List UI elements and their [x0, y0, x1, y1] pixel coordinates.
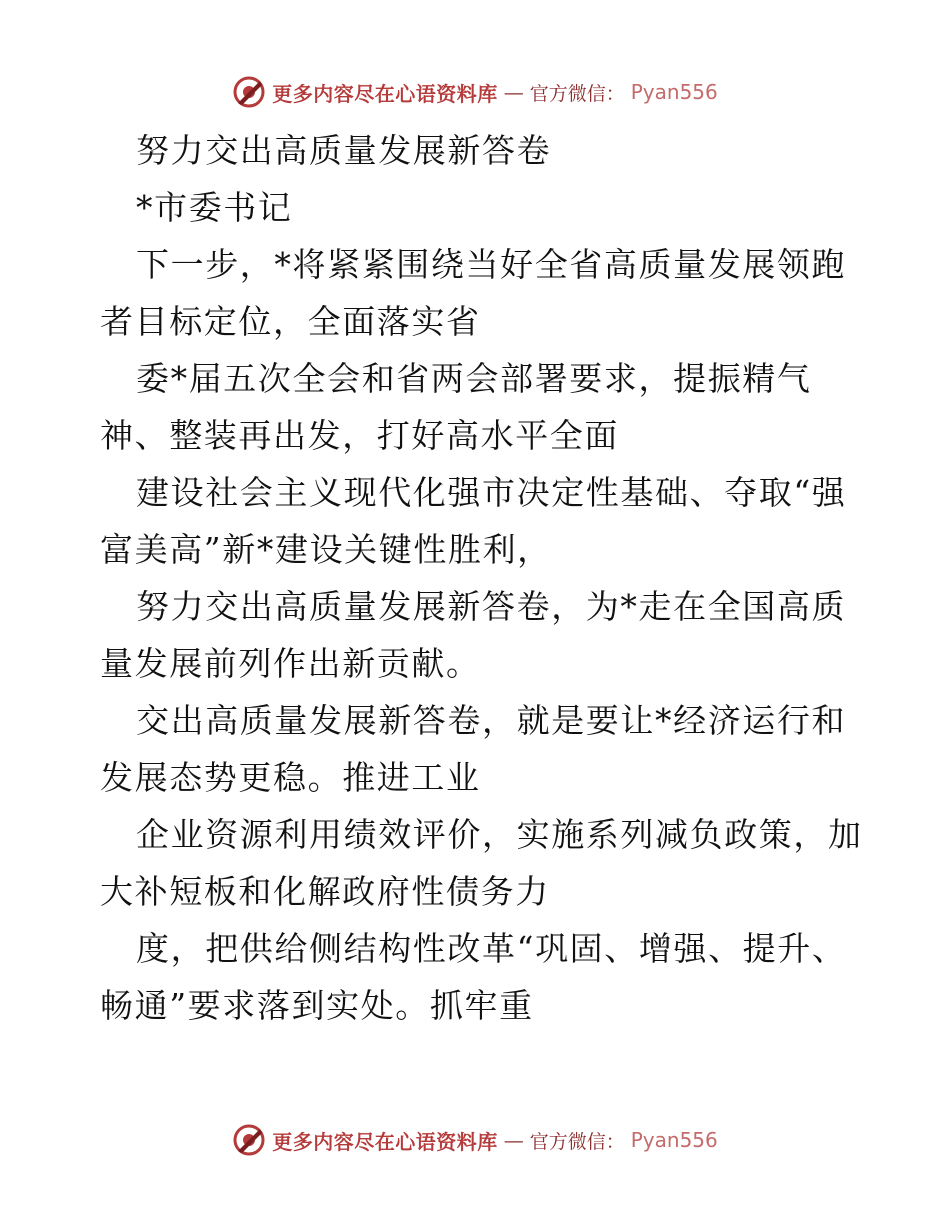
text-line: 者目标定位，全面落实省	[100, 302, 481, 341]
doc-title: 努力交出高质量发展新答卷	[136, 131, 552, 170]
text-line: 企业资源利用绩效评价，实施系列减负政策，加	[136, 815, 863, 854]
banner-wechat-label: 官方微信：	[529, 82, 625, 105]
banner-wechat-label: 官方微信：	[529, 1130, 625, 1153]
header-banner	[0, 72, 950, 112]
footer-banner	[0, 1120, 950, 1160]
banner-site-text: 更多内容尽在心语资料库	[272, 81, 498, 106]
text-line: 交出高质量发展新答卷，就是要让*经济运行和	[136, 701, 847, 740]
text-line: 建设社会主义现代化强市决定性基础、夺取“强	[136, 473, 847, 512]
banner-wechat-id: Pyan556	[630, 80, 718, 104]
text-line: 量发展前列作出新贡献。	[100, 644, 481, 683]
text-line: 度，把供给侧结构性改革“巩固、增强、提升、	[136, 929, 847, 968]
text-line: 努力交出高质量发展新答卷，为*走在全国高质	[136, 587, 847, 626]
quill-logo-icon	[232, 1123, 266, 1157]
banner-site-text: 更多内容尽在心语资料库	[272, 1129, 498, 1154]
document-body	[100, 122, 863, 1034]
quill-logo-icon	[232, 75, 266, 109]
banner-dash: —	[503, 80, 524, 104]
text-line: 大补短板和化解政府性债务力	[100, 872, 550, 911]
banner-wechat-id: Pyan556	[630, 1128, 718, 1152]
text-line: 下一步，*将紧紧围绕当好全省高质量发展领跑	[136, 245, 847, 284]
text-line: 畅通”要求落到实处。抓牢重	[100, 986, 534, 1025]
text-line: 发展态势更稳。推进工业	[100, 758, 481, 797]
text-line: 富美高”新*建设关键性胜利，	[100, 530, 552, 569]
text-line: 委*届五次全会和省两会部署要求，提振精气	[136, 359, 812, 398]
text-line: 神、整装再出发，打好高水平全面	[100, 416, 619, 455]
banner-dash: —	[503, 1128, 524, 1152]
doc-author: *市委书记	[136, 188, 293, 227]
